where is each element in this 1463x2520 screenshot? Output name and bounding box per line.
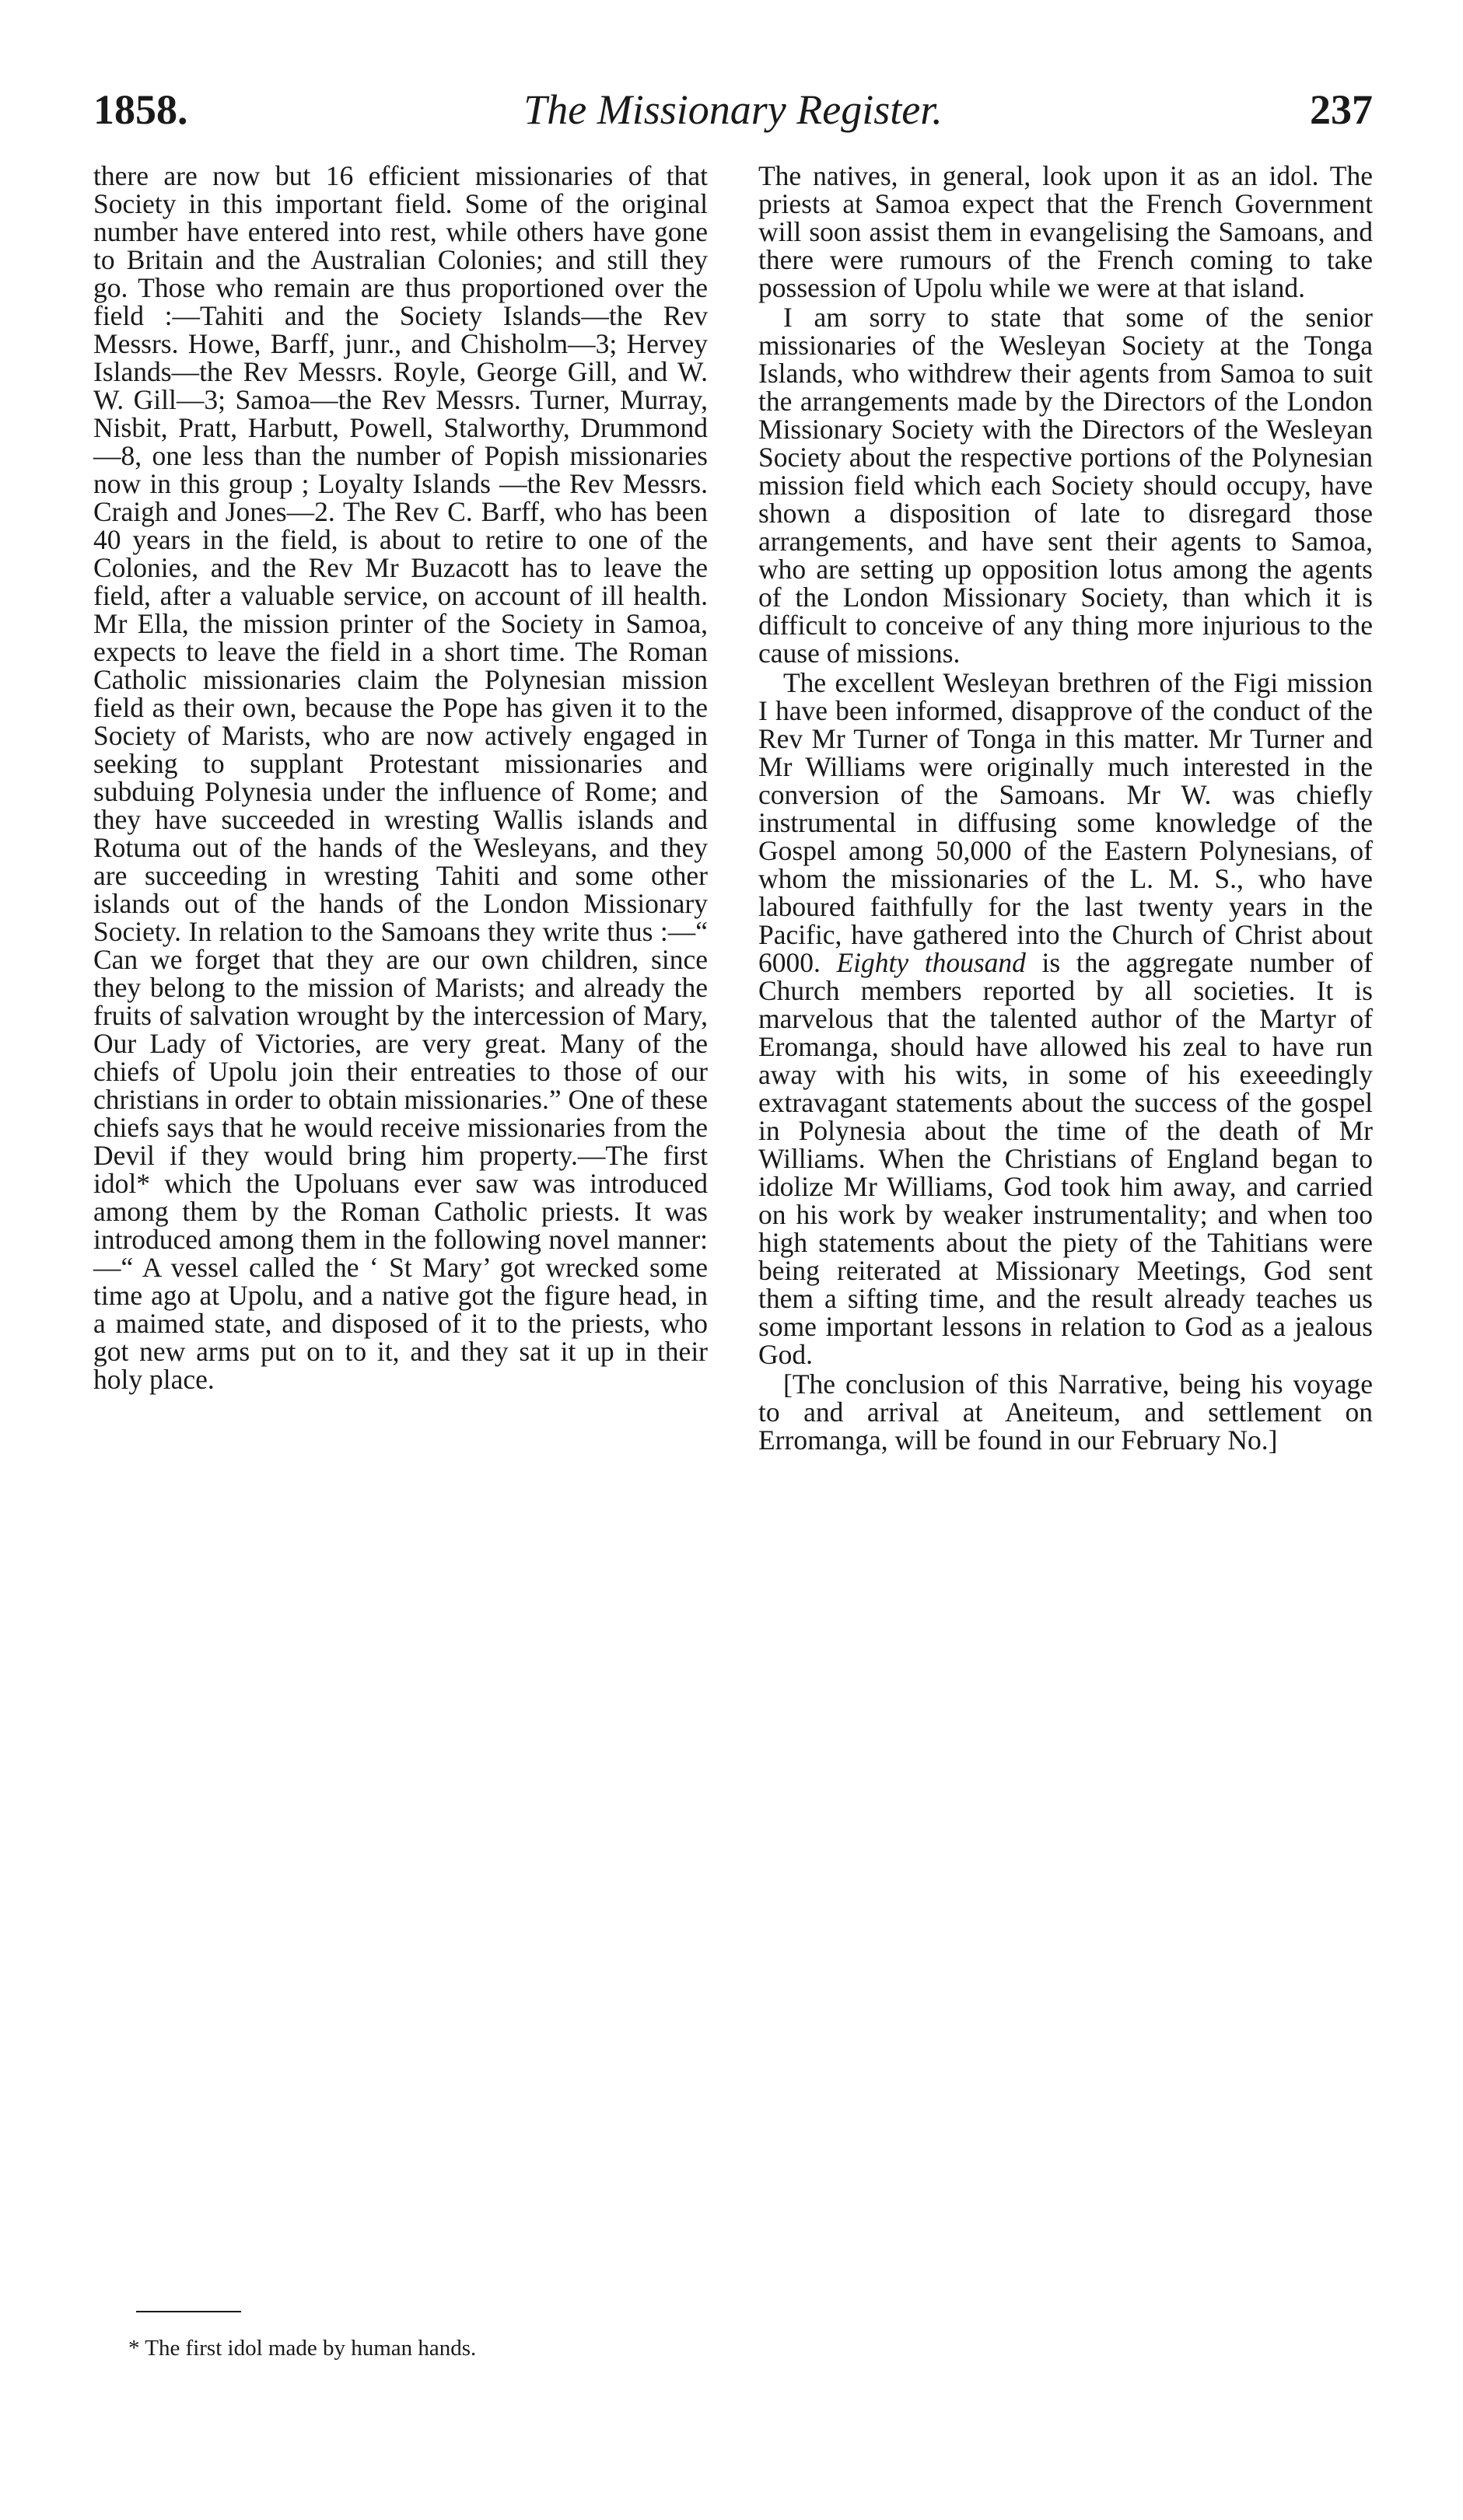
header-year: 1858.: [93, 86, 188, 133]
right-paragraph-2: I am sorry to state that some of the senior missionaries of the Wesleyan Society at the Tonga Islands, who withdrew their agents from Samoa to suit the arrangements made by the Directors of the London Missionary Society with the Directors of the Wesleyan Society about the respective portions of the Polynesian mission field which each Society should occupy, have shown a disposition of late to disregard those arrangements, and have sent their agents to Samoa, who are setting up opposition lotus among the agents of the London Missionary Society, than which it is difficult to conceive of any thing more injurious to the cause of missions.: [758, 302, 1373, 669]
right-paragraph-1: The natives, in general, look upon it as an idol. The priests at Samoa expect that the French Government will soon assist them in evangelising the Samoans, and there were rumours of the French coming to take possession of Upolu while we were at that island.: [758, 160, 1373, 303]
page-header: [93, 86, 1373, 156]
right-paragraph-4: [The conclusion of this Narrative, being his voyage to and arrival at Aneiteum, and settlement on Erromanga, will be found in our February No.]: [758, 1368, 1373, 1456]
right-column: [758, 162, 1373, 1454]
header-page-number: 237: [1310, 86, 1373, 133]
right-paragraph-3-part-a: The excellent Wesleyan brethren of the Figi mission I have been informed, disapprove of the conduct of the Rev Mr Turner of Tonga in this matter. Mr Turner and Mr Williams were originally much interested in the conversion of the Samoans. Mr W. was chiefly instrumental in diffusing some knowledge of the Gospel among 50,000 of the Eastern Polynesians, of whom the missionaries of the L. M. S., who have laboured faithfully for the last twenty years in the Pacific, have gathered into the Church of Christ about 6000.: [758, 667, 1373, 978]
footnote: * The first idol made by human hands.: [128, 2336, 477, 2361]
footnote-rule: [136, 2311, 241, 2312]
right-paragraph-3: [758, 669, 1373, 1368]
right-paragraph-3-italic: Eighty thousand: [836, 947, 1026, 978]
journal-page: [93, 86, 1373, 2361]
right-paragraph-3-part-b: is the aggregate number of Church members reported by all societies. It is marvelous that the talented author of the Martyr of Eromanga, should have allowed his zeal to have run away with his wits, in some of his exeeedingly extravagant statements about the success of the gospel in Polynesia about the time of the death of Mr Williams. When the Christians of England began to idolize Mr Williams, God took him away, and carried on his work by weaker instrumentality; and when too high statements about the piety of the Tahitians were being reiterated at Missionary Meetings, God sent them a sifting time, and the result already teaches us some important lessons in relation to God as a jealous God.: [758, 947, 1373, 1370]
header-journal-title: The Missionary Register.: [523, 86, 943, 133]
left-paragraph-1: there are now but 16 efficient missionaries of that Society in this important field. Some of the original number have entered into rest, while others have gone to Britain and the Australian Colonies; and still they go. Those who remain are thus proportioned over the field :—Tahiti and the Society Islands—the Rev Messrs. Howe, Barff, junr., and Chisholm—3; Hervey Islands—the Rev Messrs. Royle, George Gill, and W. W. Gill—3; Samoa—the Rev Messrs. Turner, Murray, Nisbit, Pratt, Harbutt, Powell, Stalworthy, Drummond—8, one less than the number of Popish missionaries now in this group ; Loyalty Islands —the Rev Messrs. Craigh and Jones—2. The Rev C. Barff, who has been 40 years in the field, is about to retire to one of the Colonies, and the Rev Mr Buzacott has to leave the field, after a valuable service, on account of ill health. Mr Ella, the mission printer of the Society in Samoa, expects to leave the field in a short time. The Roman Catholic missionaries claim the Polynesian mission field as their own, because the Pope has given it to the Society of Marists, who are now actively engaged in seeking to supplant Protestant missionaries and subduing Polynesia under the influence of Rome; and they have succeeded in wresting Wallis islands and Rotuma out of the hands of the Wesleyans, and they are succeeding in wresting Tahiti and some other islands out of the hands of the London Missionary Society. In relation to the Samoans they write thus :—“ Can we forget that they are our own children, since they belong to the mission of Marists; and already the fruits of salvation wrought by the intercession of Mary, Our Lady of Victories, are very great. Many of the chiefs of Upolu join their entreaties to those of our christians in order to obtain missionaries.” One of these chiefs says that he would receive missionaries from the Devil if they would bring him property.—The first idol* which the Upoluans ever saw was introduced among them by the Roman Catholic priests. It was introduced among them in the following novel manner:—“ A vessel called the ‘ St Mary’ got wrecked some time ago at Upolu, and a native got the figure head, in a maimed state, and disposed of it to the priests, who got new arms put on to it, and they sat it up in their holy place.: [93, 160, 708, 1395]
left-column: [93, 162, 708, 1393]
